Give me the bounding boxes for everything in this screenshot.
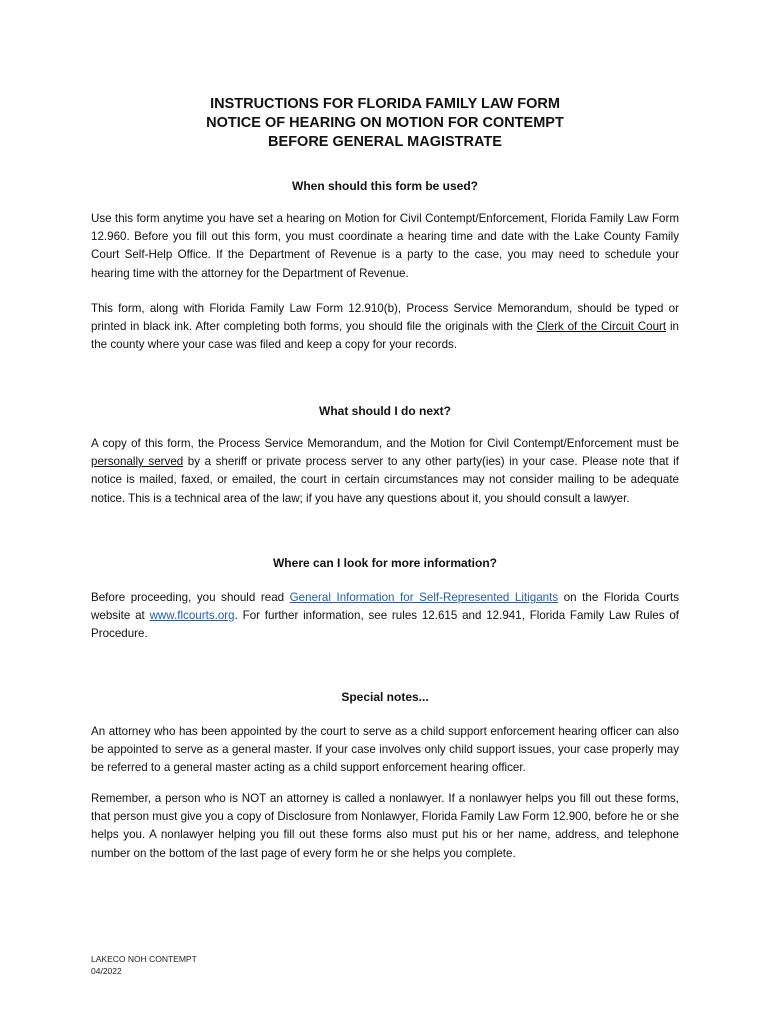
clerk-of-court-link[interactable]: Clerk of the Circuit Court [536, 320, 667, 334]
paragraph-special-notes-2: Remember, a person who is NOT an attorney is called a nonlawyer. If a nonlawyer helps you fill out these forms, that person must give you a copy of Disclosure from Nonlawyer, Florida Family Law Form 12.900, before he or she helps you. A nonlawyer helping you fill out these forms also must put his or her name, address, and telephone number on the bottom of the last page of every form he or she helps you complete. [91, 792, 679, 860]
personally-served-text: personally served [91, 455, 184, 469]
paragraph-what-next [91, 435, 679, 508]
paragraph-text: Before proceeding, you should read [91, 591, 290, 604]
paragraph-when-used-2 [91, 300, 679, 355]
title-line-3: BEFORE GENERAL MAGISTRATE [268, 134, 502, 150]
paragraph-text: . For further information, see rules 12.615 and 12.941, Florida Family Law Rules of Procedure. [91, 609, 680, 641]
document-title [0, 95, 770, 152]
paragraph-text: This form, along with Florida Family Law Form 12.910(b), Process Service Memorandum, should be typed or printed in black ink. After completing both forms, you should file the originals with the [91, 302, 679, 334]
heading-when-used: When should this form be used? [292, 179, 478, 193]
title-line-2: NOTICE OF HEARING ON MOTION FOR CONTEMPT [206, 115, 564, 131]
footer-date: 04/2022 [91, 966, 122, 976]
heading-special-notes: Special notes... [341, 690, 429, 704]
paragraph-text: A copy of this form, the Process Service Memorandum, and the Motion for Civil Contempt/Enforcement must be [91, 437, 679, 450]
self-represented-litigants-link[interactable]: General Information for Self-Represented Litigants [289, 591, 559, 604]
paragraph-when-used-1: Use this form anytime you have set a hearing on Motion for Civil Contempt/Enforcement, Florida Family Law Form 12.960. Before you fill out this form, you must coordinate a hearing time and date with the Lake County Family Court Self-Help Office. If the Department of Revenue is a party to the case, you may need to schedule your hearing time with the attorney for the Department of Revenue. [91, 212, 679, 280]
paragraph-special-notes-1: An attorney who has been appointed by the court to serve as a child support enforcement hearing officer can also be appointed to serve as a general master. If your case involves only child support issues, your case properly may be referred to a general master acting as a child support enforcement hearing officer. [91, 725, 679, 775]
paragraph-text: on the Florida Courts website at [91, 591, 679, 623]
heading-what-next: What should I do next? [319, 404, 451, 418]
paragraph-text: by a sheriff or private process server to any other party(ies) in your case. Please note that if notice is mailed, faxed, or emailed, the court in certain circumstances may not consider mailing to be adequate notice. This is a technical area of the law; if you have any questions about it, you should consult a lawyer. [91, 455, 679, 505]
paragraph-text: in the county where your case was filed and keep a copy for your records. [91, 320, 679, 352]
heading-more-info: Where can I look for more information? [272, 556, 498, 570]
footer-form-code: LAKECO NOH CONTEMPT [91, 954, 197, 964]
paragraph-more-info [91, 589, 679, 644]
flcourts-website-link[interactable]: www.flcourts.org [149, 609, 235, 623]
title-line-1: INSTRUCTIONS FOR FLORIDA FAMILY LAW FORM [210, 96, 560, 112]
page-footer [91, 953, 197, 977]
